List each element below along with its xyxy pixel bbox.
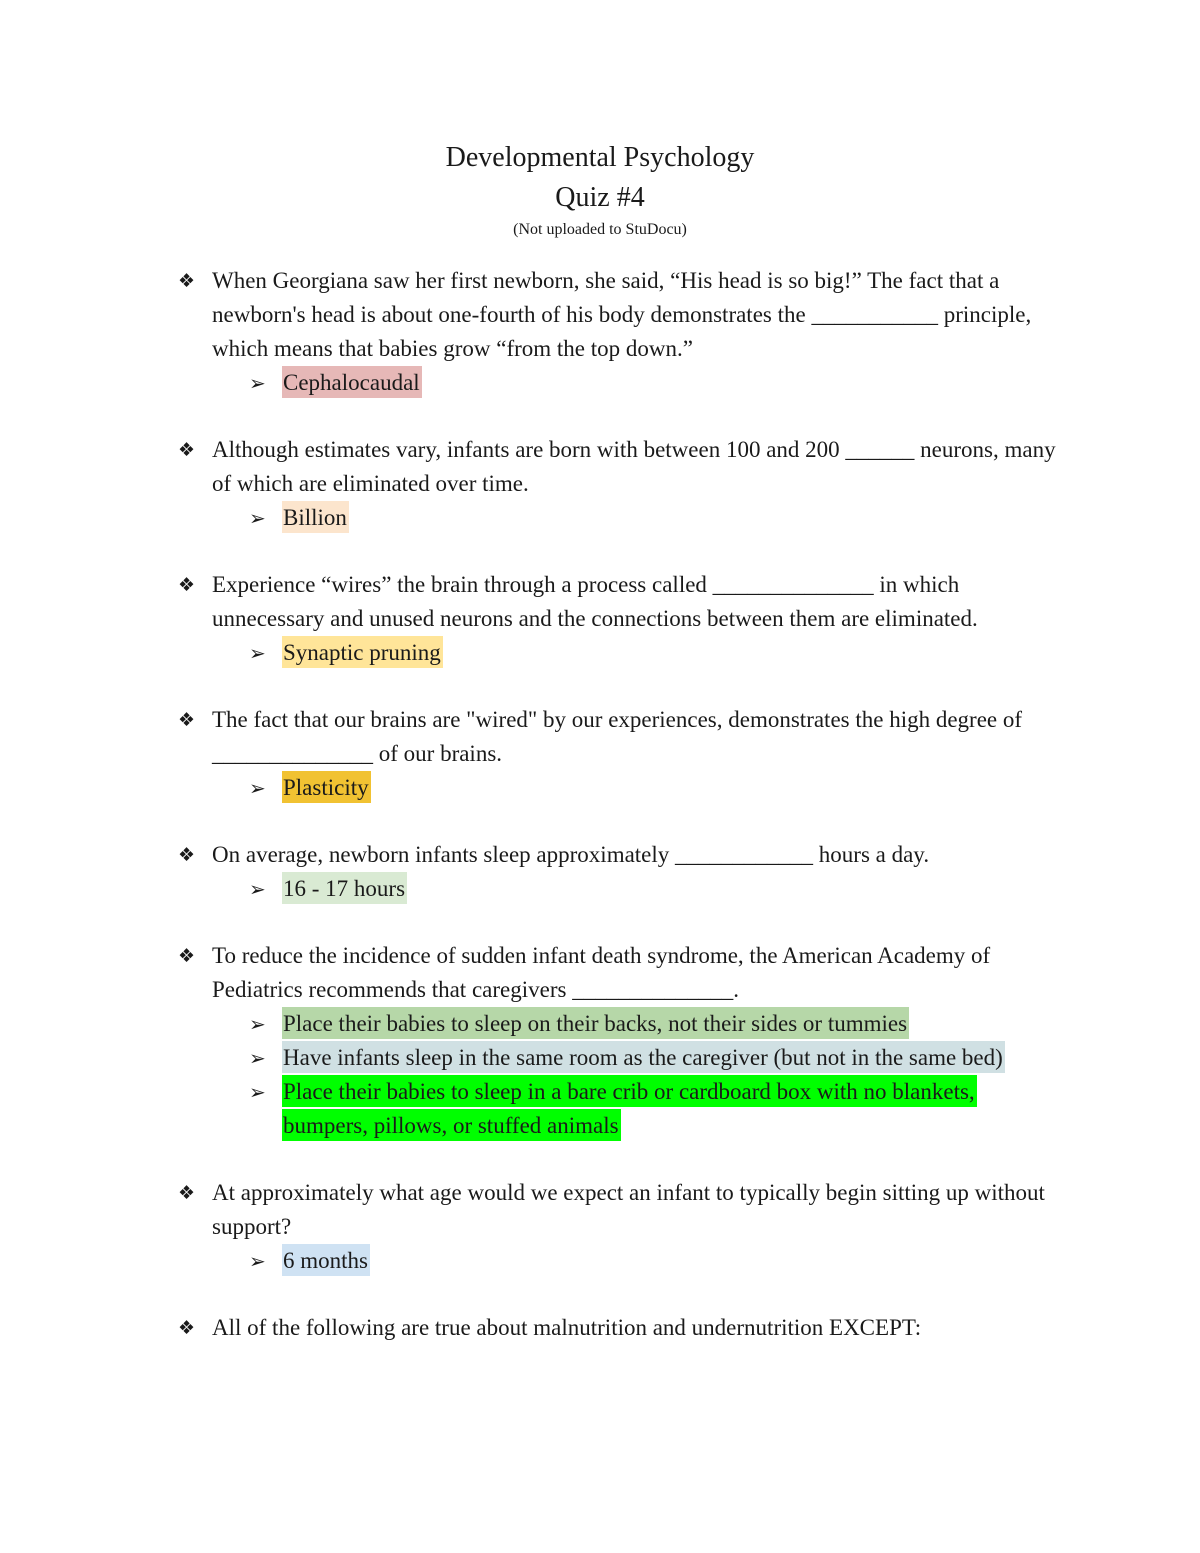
arrow-bullet-icon: ➢ — [249, 1012, 266, 1036]
question-row — [0, 433, 1057, 501]
answer-highlight: Synaptic pruning — [282, 636, 443, 668]
answer-highlight: Plasticity — [282, 771, 371, 803]
question-item — [0, 1311, 1200, 1345]
question-text: On average, newborn infants sleep approximately ____________ hours a day. — [212, 842, 930, 867]
answer-row — [0, 501, 1057, 535]
arrow-bullet-icon: ➢ — [249, 776, 266, 800]
diamond-bullet-icon: ❖ — [178, 1317, 196, 1339]
question-item — [0, 939, 1200, 1143]
diamond-bullet-icon: ❖ — [178, 270, 196, 292]
answer-highlight: 16 - 17 hours — [282, 872, 407, 904]
answer-row — [0, 872, 1057, 906]
answer-row — [0, 1007, 1057, 1041]
answer-highlight: Place their babies to sleep on their backs, not their sides or tummies — [282, 1007, 909, 1039]
question-row — [0, 568, 1057, 636]
arrow-bullet-icon: ➢ — [249, 506, 266, 530]
question-item — [0, 264, 1200, 400]
document-header — [0, 138, 1200, 242]
question-text: At approximately what age would we expect an infant to typically begin sitting up without support? — [212, 1180, 1045, 1239]
answer-highlight: Place their babies to sleep in a bare crib or cardboard box with no blankets, bumpers, pillows, or stuffed animals — [282, 1075, 977, 1141]
question-text: All of the following are true about malnutrition and undernutrition EXCEPT: — [212, 1315, 922, 1340]
diamond-bullet-icon: ❖ — [178, 844, 196, 866]
question-item — [0, 838, 1200, 906]
answer-row — [0, 1041, 1057, 1075]
diamond-bullet-icon: ❖ — [178, 574, 196, 596]
question-list — [0, 264, 1200, 1378]
question-text: When Georgiana saw her first newborn, she said, “His head is so big!” The fact that a newborn's head is about one-fourth of his body demonstrates the ___________ principle, which means that babies grow “from the top down.” — [212, 268, 1032, 361]
arrow-bullet-icon: ➢ — [249, 1046, 266, 1070]
question-item — [0, 703, 1200, 805]
answer-row — [0, 366, 1057, 400]
answer-row — [0, 1075, 1057, 1143]
question-text: Experience “wires” the brain through a process called ______________ in which unnecessary and unused neurons and the connections between them are eliminated. — [212, 572, 978, 631]
question-row — [0, 264, 1057, 366]
answer-row — [0, 1244, 1057, 1278]
answer-row — [0, 771, 1057, 805]
question-row — [0, 703, 1057, 771]
diamond-bullet-icon: ❖ — [178, 945, 196, 967]
diamond-bullet-icon: ❖ — [178, 1182, 196, 1204]
question-item — [0, 1176, 1200, 1278]
answer-highlight: Have infants sleep in the same room as the caregiver (but not in the same bed) — [282, 1041, 1005, 1073]
arrow-bullet-icon: ➢ — [249, 877, 266, 901]
answer-highlight: Billion — [282, 501, 349, 533]
answer-row — [0, 636, 1057, 670]
question-row — [0, 1311, 1057, 1345]
upload-note: (Not uploaded to StuDocu) — [513, 221, 687, 238]
arrow-bullet-icon: ➢ — [249, 371, 266, 395]
question-text: To reduce the incidence of sudden infant death syndrome, the American Academy of Pediatrics recommends that caregivers ______________. — [212, 943, 991, 1002]
diamond-bullet-icon: ❖ — [178, 709, 196, 731]
diamond-bullet-icon: ❖ — [178, 439, 196, 461]
question-text: The fact that our brains are "wired" by our experiences, demonstrates the high degree of ______________ of our brains. — [212, 707, 1023, 766]
answer-highlight: 6 months — [282, 1244, 370, 1276]
answer-highlight: Cephalocaudal — [282, 366, 422, 398]
question-text: Although estimates vary, infants are born with between 100 and 200 ______ neurons, many of which are eliminated over time. — [212, 437, 1056, 496]
arrow-bullet-icon: ➢ — [249, 1249, 266, 1273]
arrow-bullet-icon: ➢ — [249, 1080, 266, 1104]
quiz-number: Quiz #4 — [555, 182, 645, 213]
question-row — [0, 1176, 1057, 1244]
question-row — [0, 939, 1057, 1007]
question-item — [0, 433, 1200, 535]
document-title: Developmental Psychology — [445, 142, 755, 173]
arrow-bullet-icon: ➢ — [249, 641, 266, 665]
question-item — [0, 568, 1200, 670]
question-row — [0, 838, 1057, 872]
